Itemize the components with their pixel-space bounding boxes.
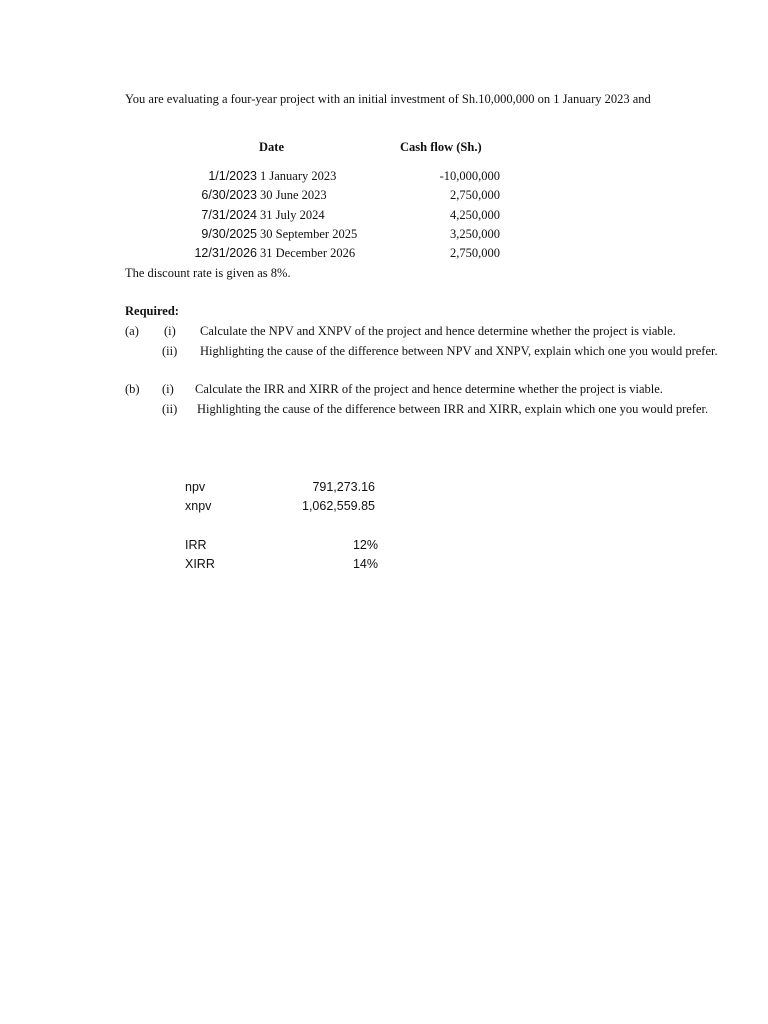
cash-cell: -10,000,000 xyxy=(439,169,500,183)
required-heading: Required: xyxy=(125,304,179,318)
serial-date-cell: 6/30/2023 xyxy=(201,188,257,202)
date-cell: 31 December 2026 xyxy=(260,246,356,260)
part-a-i-label: (i) xyxy=(164,324,176,338)
serial-date-cell: 7/31/2024 xyxy=(201,208,257,222)
part-b-label: (b) xyxy=(125,382,140,396)
serial-date-cell: 12/31/2026 xyxy=(194,246,257,260)
npv-label: npv xyxy=(185,480,206,494)
part-a-ii-text: Highlighting the cause of the difference between NPV and XNPV, explain which one you would prefer. xyxy=(200,344,718,358)
cash-cell: 2,750,000 xyxy=(450,188,500,202)
part-a-label: (a) xyxy=(125,324,139,338)
serial-date-cell: 9/30/2025 xyxy=(201,227,257,241)
part-b-i-text: Calculate the IRR and XIRR of the project and hence determine whether the project is viable. xyxy=(195,382,663,396)
irr-value: 12% xyxy=(352,538,378,552)
serial-date-cell: 1/1/2023 xyxy=(208,169,257,183)
part-a-i-text: Calculate the NPV and XNPV of the project and hence determine whether the project is viable. xyxy=(200,324,676,338)
intro-text: You are evaluating a four-year project with an initial investment of Sh.10,000,000 on 1 January 2023 and xyxy=(125,92,651,106)
npv-value: 791,273.16 xyxy=(312,480,375,494)
part-b-i-label: (i) xyxy=(162,382,174,396)
header-date: Date xyxy=(259,140,284,154)
date-cell: 30 June 2023 xyxy=(260,188,327,202)
xnpv-label: xnpv xyxy=(185,499,212,513)
cash-cell: 4,250,000 xyxy=(450,208,500,222)
cash-cell: 2,750,000 xyxy=(450,246,500,260)
part-b-ii-label: (ii) xyxy=(162,402,178,416)
irr-label: IRR xyxy=(185,538,207,552)
xnpv-value: 1,062,559.85 xyxy=(302,499,375,513)
part-b-ii-text: Highlighting the cause of the difference between IRR and XIRR, explain which one you would prefer. xyxy=(197,402,709,416)
date-cell: 1 January 2023 xyxy=(260,169,337,183)
part-a-ii-label: (ii) xyxy=(162,344,178,358)
discount-rate-text: The discount rate is given as 8%. xyxy=(125,266,291,280)
date-cell: 31 July 2024 xyxy=(260,208,325,222)
xirr-value: 14% xyxy=(352,557,378,571)
cash-cell: 3,250,000 xyxy=(450,227,500,241)
xirr-label: XIRR xyxy=(185,557,215,571)
header-cash-flow: Cash flow (Sh.) xyxy=(400,140,482,154)
date-cell: 30 September 2025 xyxy=(260,227,358,241)
